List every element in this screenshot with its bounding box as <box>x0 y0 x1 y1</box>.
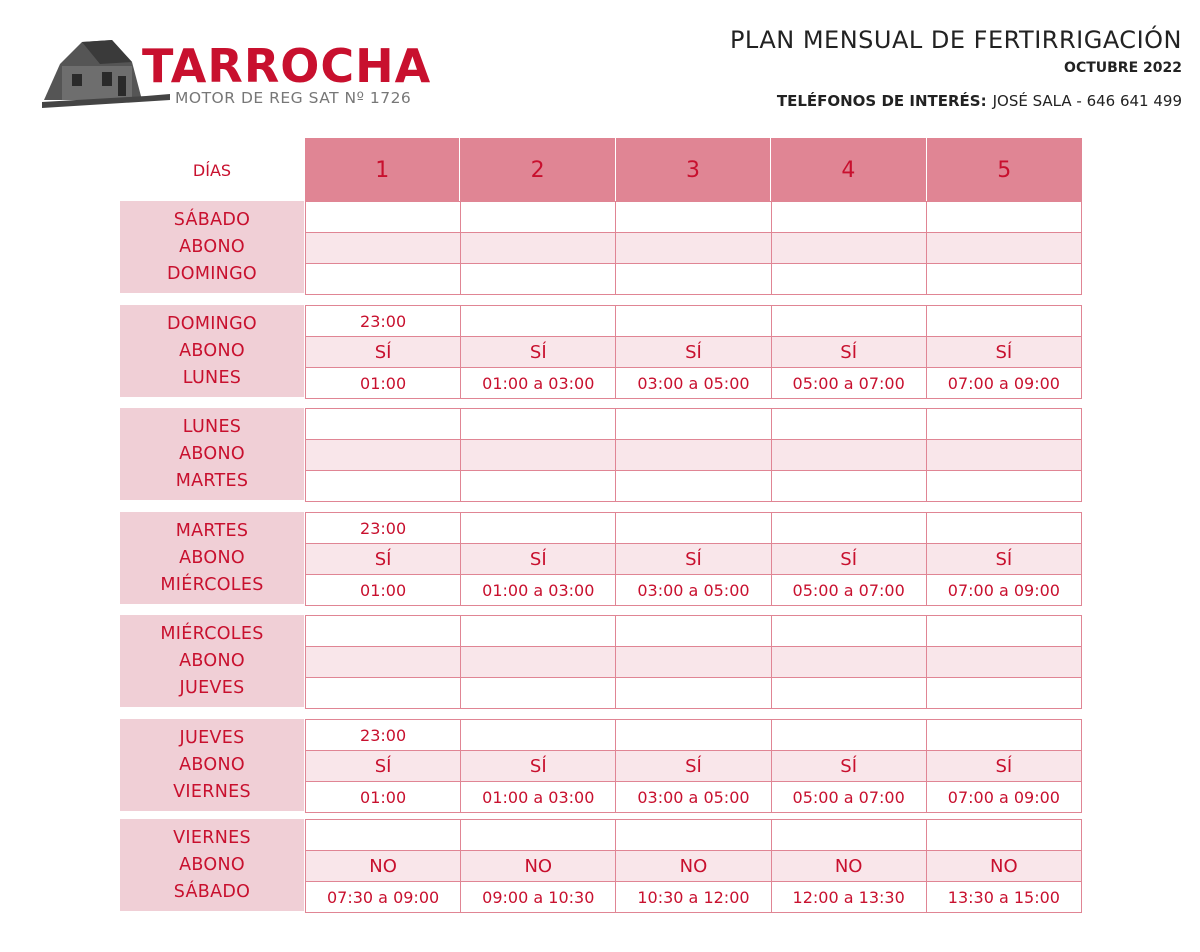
day-label <box>120 615 304 707</box>
schedule-grid <box>305 201 1082 295</box>
day-label <box>120 819 304 911</box>
table-cell <box>771 440 926 471</box>
phones-line <box>777 92 1182 110</box>
table-cell <box>461 202 616 233</box>
table-row <box>306 202 1082 233</box>
table-row <box>306 820 1082 851</box>
table-cell: 03:00 a 05:00 <box>616 782 771 813</box>
table-cell <box>306 616 461 647</box>
table-cell: SÍ <box>926 337 1081 368</box>
table-cell: SÍ <box>306 337 461 368</box>
table-cell <box>616 264 771 295</box>
day-label-line: DOMINGO <box>166 313 258 334</box>
table-cell: SÍ <box>926 751 1081 782</box>
table-cell: SÍ <box>771 751 926 782</box>
table-cell <box>926 409 1081 440</box>
table-cell <box>461 616 616 647</box>
table-cell <box>306 471 461 502</box>
column-header: 2 <box>460 138 615 202</box>
schedule-grid <box>305 819 1082 913</box>
table-cell: 13:30 a 15:00 <box>926 882 1081 913</box>
table-cell: 01:00 <box>306 782 461 813</box>
day-label-line: JUEVES <box>179 677 245 698</box>
table-row <box>306 409 1082 440</box>
day-label-line: LUNES <box>182 367 242 388</box>
table-cell: SÍ <box>616 337 771 368</box>
table-cell <box>461 647 616 678</box>
day-label <box>120 201 304 293</box>
schedule-block <box>120 719 1082 811</box>
table-cell <box>926 647 1081 678</box>
table-row <box>306 264 1082 295</box>
schedule-grid <box>305 615 1082 709</box>
table-cell <box>306 820 461 851</box>
phones-label: TELÉFONOS DE INTERÉS: <box>776 92 987 110</box>
table-cell <box>306 202 461 233</box>
table-cell <box>306 440 461 471</box>
page-title: PLAN MENSUAL DE FERTIRRIGACIÓN <box>729 26 1182 54</box>
column-header-row <box>305 138 1082 202</box>
day-label-line: ABONO <box>179 650 245 671</box>
column-header: 1 <box>305 138 460 202</box>
schedule-block <box>120 305 1082 397</box>
schedule-block <box>120 201 1082 293</box>
day-label-line: LUNES <box>182 416 242 437</box>
schedule-block <box>120 512 1082 604</box>
table-cell <box>926 820 1081 851</box>
table-cell <box>771 678 926 709</box>
table-row <box>306 233 1082 264</box>
table-cell: NO <box>461 851 616 882</box>
table-cell <box>616 820 771 851</box>
schedule-grid <box>305 512 1082 606</box>
table-cell <box>926 306 1081 337</box>
table-cell <box>771 306 926 337</box>
table-row <box>306 544 1082 575</box>
table-cell: SÍ <box>306 544 461 575</box>
day-label <box>120 408 304 500</box>
table-cell <box>306 264 461 295</box>
brand-name: TARROCHA <box>142 39 432 93</box>
table-row <box>306 575 1082 606</box>
day-label <box>120 305 304 397</box>
table-cell <box>616 409 771 440</box>
table-row <box>306 720 1082 751</box>
table-cell <box>461 306 616 337</box>
day-label-line: DOMINGO <box>166 263 258 284</box>
table-cell <box>461 720 616 751</box>
table-cell <box>616 678 771 709</box>
table-cell: 01:00 a 03:00 <box>461 575 616 606</box>
table-cell <box>306 409 461 440</box>
table-cell <box>926 513 1081 544</box>
table-cell <box>771 202 926 233</box>
table-cell <box>616 440 771 471</box>
table-row <box>306 647 1082 678</box>
table-row <box>306 851 1082 882</box>
table-cell <box>771 820 926 851</box>
table-cell <box>771 409 926 440</box>
logo <box>42 36 432 112</box>
table-cell: 23:00 <box>306 513 461 544</box>
table-cell: NO <box>771 851 926 882</box>
table-cell <box>926 616 1081 647</box>
table-cell <box>926 678 1081 709</box>
table-cell <box>461 233 616 264</box>
brand-subtitle: MOTOR DE REG SAT Nº 1726 <box>175 89 412 107</box>
table-cell <box>926 202 1081 233</box>
day-label <box>120 719 304 811</box>
table-cell: 09:00 a 10:30 <box>461 882 616 913</box>
table-cell <box>461 678 616 709</box>
table-cell: SÍ <box>926 544 1081 575</box>
table-cell: SÍ <box>771 544 926 575</box>
day-label-line: VIERNES <box>173 827 251 848</box>
table-cell: 01:00 a 03:00 <box>461 368 616 399</box>
table-cell: 01:00 <box>306 368 461 399</box>
day-label <box>120 512 304 604</box>
schedule-block <box>120 408 1082 500</box>
table-cell <box>306 233 461 264</box>
table-cell <box>616 513 771 544</box>
table-row <box>306 678 1082 709</box>
table-cell <box>461 820 616 851</box>
day-label-line: SÁBADO <box>173 209 251 230</box>
table-cell <box>771 720 926 751</box>
table-cell <box>616 720 771 751</box>
schedule-grid <box>305 305 1082 399</box>
table-cell: 23:00 <box>306 306 461 337</box>
day-label-line: ABONO <box>179 340 245 361</box>
day-label-line: ABONO <box>179 443 245 464</box>
table-cell <box>306 647 461 678</box>
table-cell: 07:00 a 09:00 <box>926 575 1081 606</box>
schedule-block <box>120 819 1082 911</box>
day-label-line: MIÉRCOLES <box>160 574 264 595</box>
table-cell: NO <box>306 851 461 882</box>
table-cell <box>616 233 771 264</box>
table-cell: 12:00 a 13:30 <box>771 882 926 913</box>
table-cell: 05:00 a 07:00 <box>771 782 926 813</box>
phones-value: JOSÉ SALA - 646 641 499 <box>992 92 1182 110</box>
table-cell <box>771 471 926 502</box>
table-cell <box>926 440 1081 471</box>
column-header: 3 <box>616 138 771 202</box>
column-header: 5 <box>927 138 1082 202</box>
month-label: OCTUBRE 2022 <box>1064 60 1182 76</box>
table-cell <box>461 264 616 295</box>
table-cell <box>926 233 1081 264</box>
table-row <box>306 882 1082 913</box>
table-row <box>306 782 1082 813</box>
table-cell <box>926 264 1081 295</box>
day-label-line: ABONO <box>179 754 245 775</box>
table-cell <box>771 616 926 647</box>
table-cell: 05:00 a 07:00 <box>771 575 926 606</box>
table-cell <box>616 647 771 678</box>
table-cell: SÍ <box>461 337 616 368</box>
table-cell <box>461 471 616 502</box>
table-cell: 05:00 a 07:00 <box>771 368 926 399</box>
schedule-grid <box>305 719 1082 813</box>
table-cell <box>616 306 771 337</box>
table-cell <box>926 720 1081 751</box>
day-label-line: ABONO <box>179 547 245 568</box>
dias-header: DÍAS <box>192 160 232 180</box>
table-cell <box>461 513 616 544</box>
table-cell: SÍ <box>616 544 771 575</box>
table-cell: 03:00 a 05:00 <box>616 368 771 399</box>
table-cell <box>306 678 461 709</box>
day-label-line: MARTES <box>175 470 249 491</box>
table-cell: 01:00 a 03:00 <box>461 782 616 813</box>
table-cell <box>771 233 926 264</box>
table-cell <box>771 264 926 295</box>
table-cell: 10:30 a 12:00 <box>616 882 771 913</box>
table-row <box>306 440 1082 471</box>
day-label-line: JUEVES <box>179 727 245 748</box>
table-row <box>306 751 1082 782</box>
column-header: 4 <box>771 138 926 202</box>
day-label-line: SÁBADO <box>173 881 251 902</box>
day-label-line: MARTES <box>175 520 249 541</box>
table-cell <box>771 513 926 544</box>
schedule-grid <box>305 408 1082 502</box>
day-label-line: MIÉRCOLES <box>160 623 264 644</box>
table-cell: 03:00 a 05:00 <box>616 575 771 606</box>
table-cell: 07:30 a 09:00 <box>306 882 461 913</box>
table-cell <box>616 202 771 233</box>
day-label-line: ABONO <box>179 854 245 875</box>
day-label-line: ABONO <box>179 236 245 257</box>
table-cell <box>616 616 771 647</box>
table-row <box>306 368 1082 399</box>
table-cell: NO <box>616 851 771 882</box>
day-label-line: VIERNES <box>173 781 251 802</box>
table-cell <box>461 409 616 440</box>
table-cell: SÍ <box>461 544 616 575</box>
table-cell: SÍ <box>461 751 616 782</box>
table-row <box>306 513 1082 544</box>
table-row <box>306 337 1082 368</box>
table-cell: SÍ <box>616 751 771 782</box>
table-cell <box>771 647 926 678</box>
table-cell <box>616 471 771 502</box>
table-cell: NO <box>926 851 1081 882</box>
table-cell: 07:00 a 09:00 <box>926 782 1081 813</box>
table-cell: 23:00 <box>306 720 461 751</box>
table-cell: SÍ <box>771 337 926 368</box>
table-cell: 01:00 <box>306 575 461 606</box>
table-cell <box>926 471 1081 502</box>
table-row <box>306 306 1082 337</box>
table-cell: SÍ <box>306 751 461 782</box>
table-row <box>306 616 1082 647</box>
schedule-block <box>120 615 1082 707</box>
table-cell: 07:00 a 09:00 <box>926 368 1081 399</box>
table-row <box>306 471 1082 502</box>
table-cell <box>461 440 616 471</box>
